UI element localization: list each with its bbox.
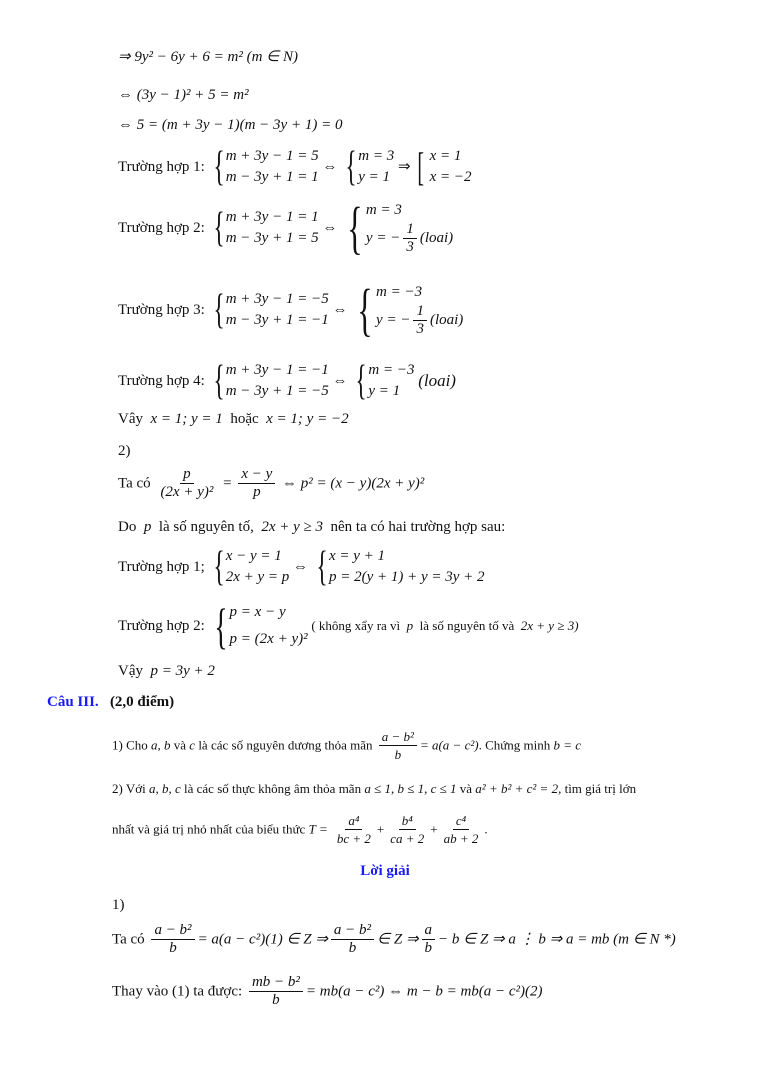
- frac-num: a − b²: [331, 922, 374, 940]
- sys-row: p = x − y: [229, 604, 286, 620]
- case-1: Trường hợp 1: { m + 3y − 1 = 5 m − 3y + 1 = 1 ⇔ { m = 3 y = 1 ⇒ [ x = 1 x = −2: [118, 144, 472, 190]
- plus: +: [376, 821, 385, 837]
- frac-den: b: [348, 940, 357, 956]
- solution-thay: [112, 974, 543, 1009]
- frac-num: b⁴: [399, 812, 416, 830]
- res-row: y = −: [376, 311, 411, 328]
- question-title: Câu III.: [47, 694, 99, 710]
- res-row: m = −3: [376, 284, 423, 300]
- math: x = 1; y = −2: [266, 411, 349, 427]
- frac-num: mb − b²: [249, 974, 303, 992]
- text: Thay vào (1) ta được:: [112, 983, 243, 1000]
- frac-den: b: [424, 940, 433, 956]
- eq-line-1: ⇒ 9y² − 6y + 6 = m² (m ∈ N): [118, 49, 298, 65]
- solution-part1-label: 1): [112, 897, 125, 913]
- text: là các số thực không âm thỏa mãn: [184, 781, 362, 796]
- text: , tìm giá trị lớn: [558, 781, 637, 796]
- math: a, b: [151, 737, 171, 753]
- eq-line-2: ⇔ (3y − 1)² + 5 = m²: [118, 87, 249, 103]
- case-label: Trường hợp 4:: [118, 373, 205, 389]
- frac-den: ca + 2: [390, 831, 425, 846]
- math: a² + b² + c² = 2: [475, 781, 559, 796]
- text: Ta có: [112, 931, 145, 948]
- frac-num: a: [422, 922, 436, 940]
- frac-den: p: [253, 484, 261, 500]
- cau3-heading: [47, 693, 174, 711]
- text: ( không xẩy ra vì: [311, 618, 401, 633]
- plus: +: [430, 821, 438, 837]
- text: Vây: [118, 411, 143, 427]
- case-label: Trường hợp 2:: [118, 220, 205, 236]
- sys-row: p = (2x + y)²: [229, 631, 308, 647]
- math: − b ∈ Z ⇒ a ⋮ b ⇒ a = mb (m ∈ N *): [438, 931, 676, 948]
- text: . Chứng minh: [478, 737, 551, 753]
- math: c: [189, 737, 196, 753]
- part2-do: [118, 518, 505, 536]
- frac-den: b: [169, 940, 177, 956]
- text: là số nguyên tố,: [158, 519, 254, 535]
- sys-row: m − 3y + 1 = 1: [225, 169, 319, 185]
- math: p = 3y + 2: [150, 663, 215, 679]
- res-row: m = 3: [365, 202, 402, 218]
- loai-note: (loai): [429, 311, 464, 328]
- text: và: [173, 737, 187, 753]
- case-label: Trường hợp 2:: [118, 618, 205, 634]
- frac-den: b: [394, 747, 402, 762]
- case-4: Trường hợp 4: { m + 3y − 1 = −1 m − 3y + 1 = −5 ⇔ { m = −3 y = 1 (loai): [118, 358, 456, 404]
- math: ∈ Z ⇒: [377, 931, 419, 948]
- sys-row: 2x + y = p: [225, 569, 290, 585]
- text: Ta có: [118, 475, 151, 492]
- case-2: Trường hợp 2: { m + 3y − 1 = 1 m − 3y + 1 = 5 ⇔ { m = 3 y = − $\frac{1}{3}$ (loai): [118, 195, 454, 260]
- sys-row: m + 3y − 1 = 5: [225, 148, 319, 164]
- cau3-q2-line2: [112, 812, 488, 847]
- solution-title: Lời giải: [360, 863, 410, 879]
- text: nhất và giá trị nhỏ nhất của biểu thức: [112, 821, 306, 837]
- text: và: [459, 781, 473, 796]
- imp-row: x = 1: [429, 148, 462, 164]
- sys-row: m − 3y + 1 = −1: [225, 312, 329, 328]
- math: 2x + y ≥ 3): [520, 618, 579, 633]
- text: hoặc: [230, 411, 259, 427]
- math: T =: [308, 821, 328, 837]
- cau3-q1: [112, 728, 581, 763]
- frac-num: 1: [403, 221, 417, 239]
- res-row: m = 3: [358, 148, 395, 164]
- math: x = 1; y = 1: [150, 411, 223, 427]
- res-row: y = 1: [368, 383, 401, 399]
- math: 2x + y ≥ 3: [261, 519, 324, 535]
- frac-num: a − b²: [379, 728, 417, 746]
- text: Vậy: [118, 663, 143, 679]
- frac-den: ab + 2: [443, 831, 479, 846]
- case-label: Trường hợp 1:: [118, 159, 205, 175]
- math: = a(a − c²): [419, 737, 479, 753]
- frac-den: 3: [406, 239, 414, 255]
- period: .: [484, 821, 488, 837]
- sys-row: m + 3y − 1 = −1: [225, 362, 329, 378]
- res-row: y = −: [365, 229, 401, 246]
- frac-den: bc + 2: [336, 831, 371, 846]
- part1-conclusion: [118, 410, 349, 428]
- sys-row: x − y = 1: [225, 548, 282, 564]
- frac-num: p: [180, 466, 194, 484]
- frac-den: b: [272, 992, 280, 1008]
- res-row: y = 1: [358, 169, 391, 185]
- math: ⇔ p² = (x − y)(2x + y)²: [282, 475, 425, 492]
- math: a, b, c: [148, 781, 181, 796]
- frac-num: x − y: [238, 466, 275, 484]
- part2-case-2: Trường hợp 2: { p = x − y p = (2x + y)² ( không xẩy ra vì p là số nguyên tố và 2x + y ≥ 3): [118, 598, 579, 654]
- solution-taco: [112, 922, 676, 957]
- text: 1) Cho: [112, 737, 148, 753]
- frac-den: (2x + y)²: [160, 484, 214, 500]
- eq-line-3: ⇔ 5 = (m + 3y − 1)(m − 3y + 1) = 0: [118, 117, 343, 133]
- sys-row: m − 3y + 1 = 5: [225, 230, 319, 246]
- text: là số nguyên tố và: [419, 618, 515, 633]
- text: 2) Với: [112, 781, 146, 796]
- part2-taco: Ta có $\frac{p}{\text{(2x + y)²}}$ = $\frac{x - y}{p}$ ⇔ p² = (x − y)(2x + y)²: [118, 466, 425, 500]
- math: p: [406, 618, 414, 633]
- case-3: Trường hợp 3: { m + 3y − 1 = −5 m − 3y + 1 = −1 ⇔ { m = −3 y = − $\frac{1}{3}$ (loai): [118, 277, 464, 342]
- part2-label: 2): [118, 443, 131, 459]
- loai-note: (loai): [419, 229, 454, 246]
- loai-note: (loai): [418, 371, 456, 390]
- sys-row: m − 3y + 1 = −5: [225, 383, 329, 399]
- frac-num: a⁴: [345, 812, 362, 830]
- math: p: [143, 519, 152, 535]
- frac-num: 1: [413, 303, 427, 321]
- res-row: x = y + 1: [328, 548, 386, 564]
- res-row: p = 2(y + 1) + y = 3y + 2: [328, 569, 485, 585]
- case-label: Trường hợp 1;: [118, 559, 205, 575]
- res-row: m = −3: [368, 362, 415, 378]
- math: = mb(a − c²) ⇔ m − b = mb(a − c²)(2): [305, 983, 543, 1000]
- math: b = c: [553, 737, 582, 753]
- part2-case-1: Trường hợp 1; { x − y = 1 2x + y = p ⇔ { x = y + 1 p = 2(y + 1) + y = 3y + 2: [118, 544, 485, 590]
- text: là các số nguyên dương thỏa mãn: [198, 737, 373, 753]
- cau3-q2-line1: [112, 780, 636, 798]
- frac-num: a − b²: [151, 922, 194, 940]
- case-label: Trường hợp 3:: [118, 302, 205, 318]
- math: a ≤ 1, b ≤ 1, c ≤ 1: [364, 781, 457, 796]
- sys-row: m + 3y − 1 = −5: [225, 291, 329, 307]
- frac-num: c⁴: [453, 812, 469, 830]
- text: Do: [118, 519, 137, 535]
- text: nên ta có hai trường hợp sau:: [330, 519, 506, 535]
- part2-conclusion: [118, 662, 215, 680]
- frac-den: 3: [416, 321, 424, 337]
- sys-row: m + 3y − 1 = 1: [225, 209, 319, 225]
- math: = a(a − c²)(1) ∈ Z ⇒: [197, 931, 328, 948]
- question-points: (2,0 điểm): [109, 694, 175, 710]
- imp-row: x = −2: [429, 169, 472, 185]
